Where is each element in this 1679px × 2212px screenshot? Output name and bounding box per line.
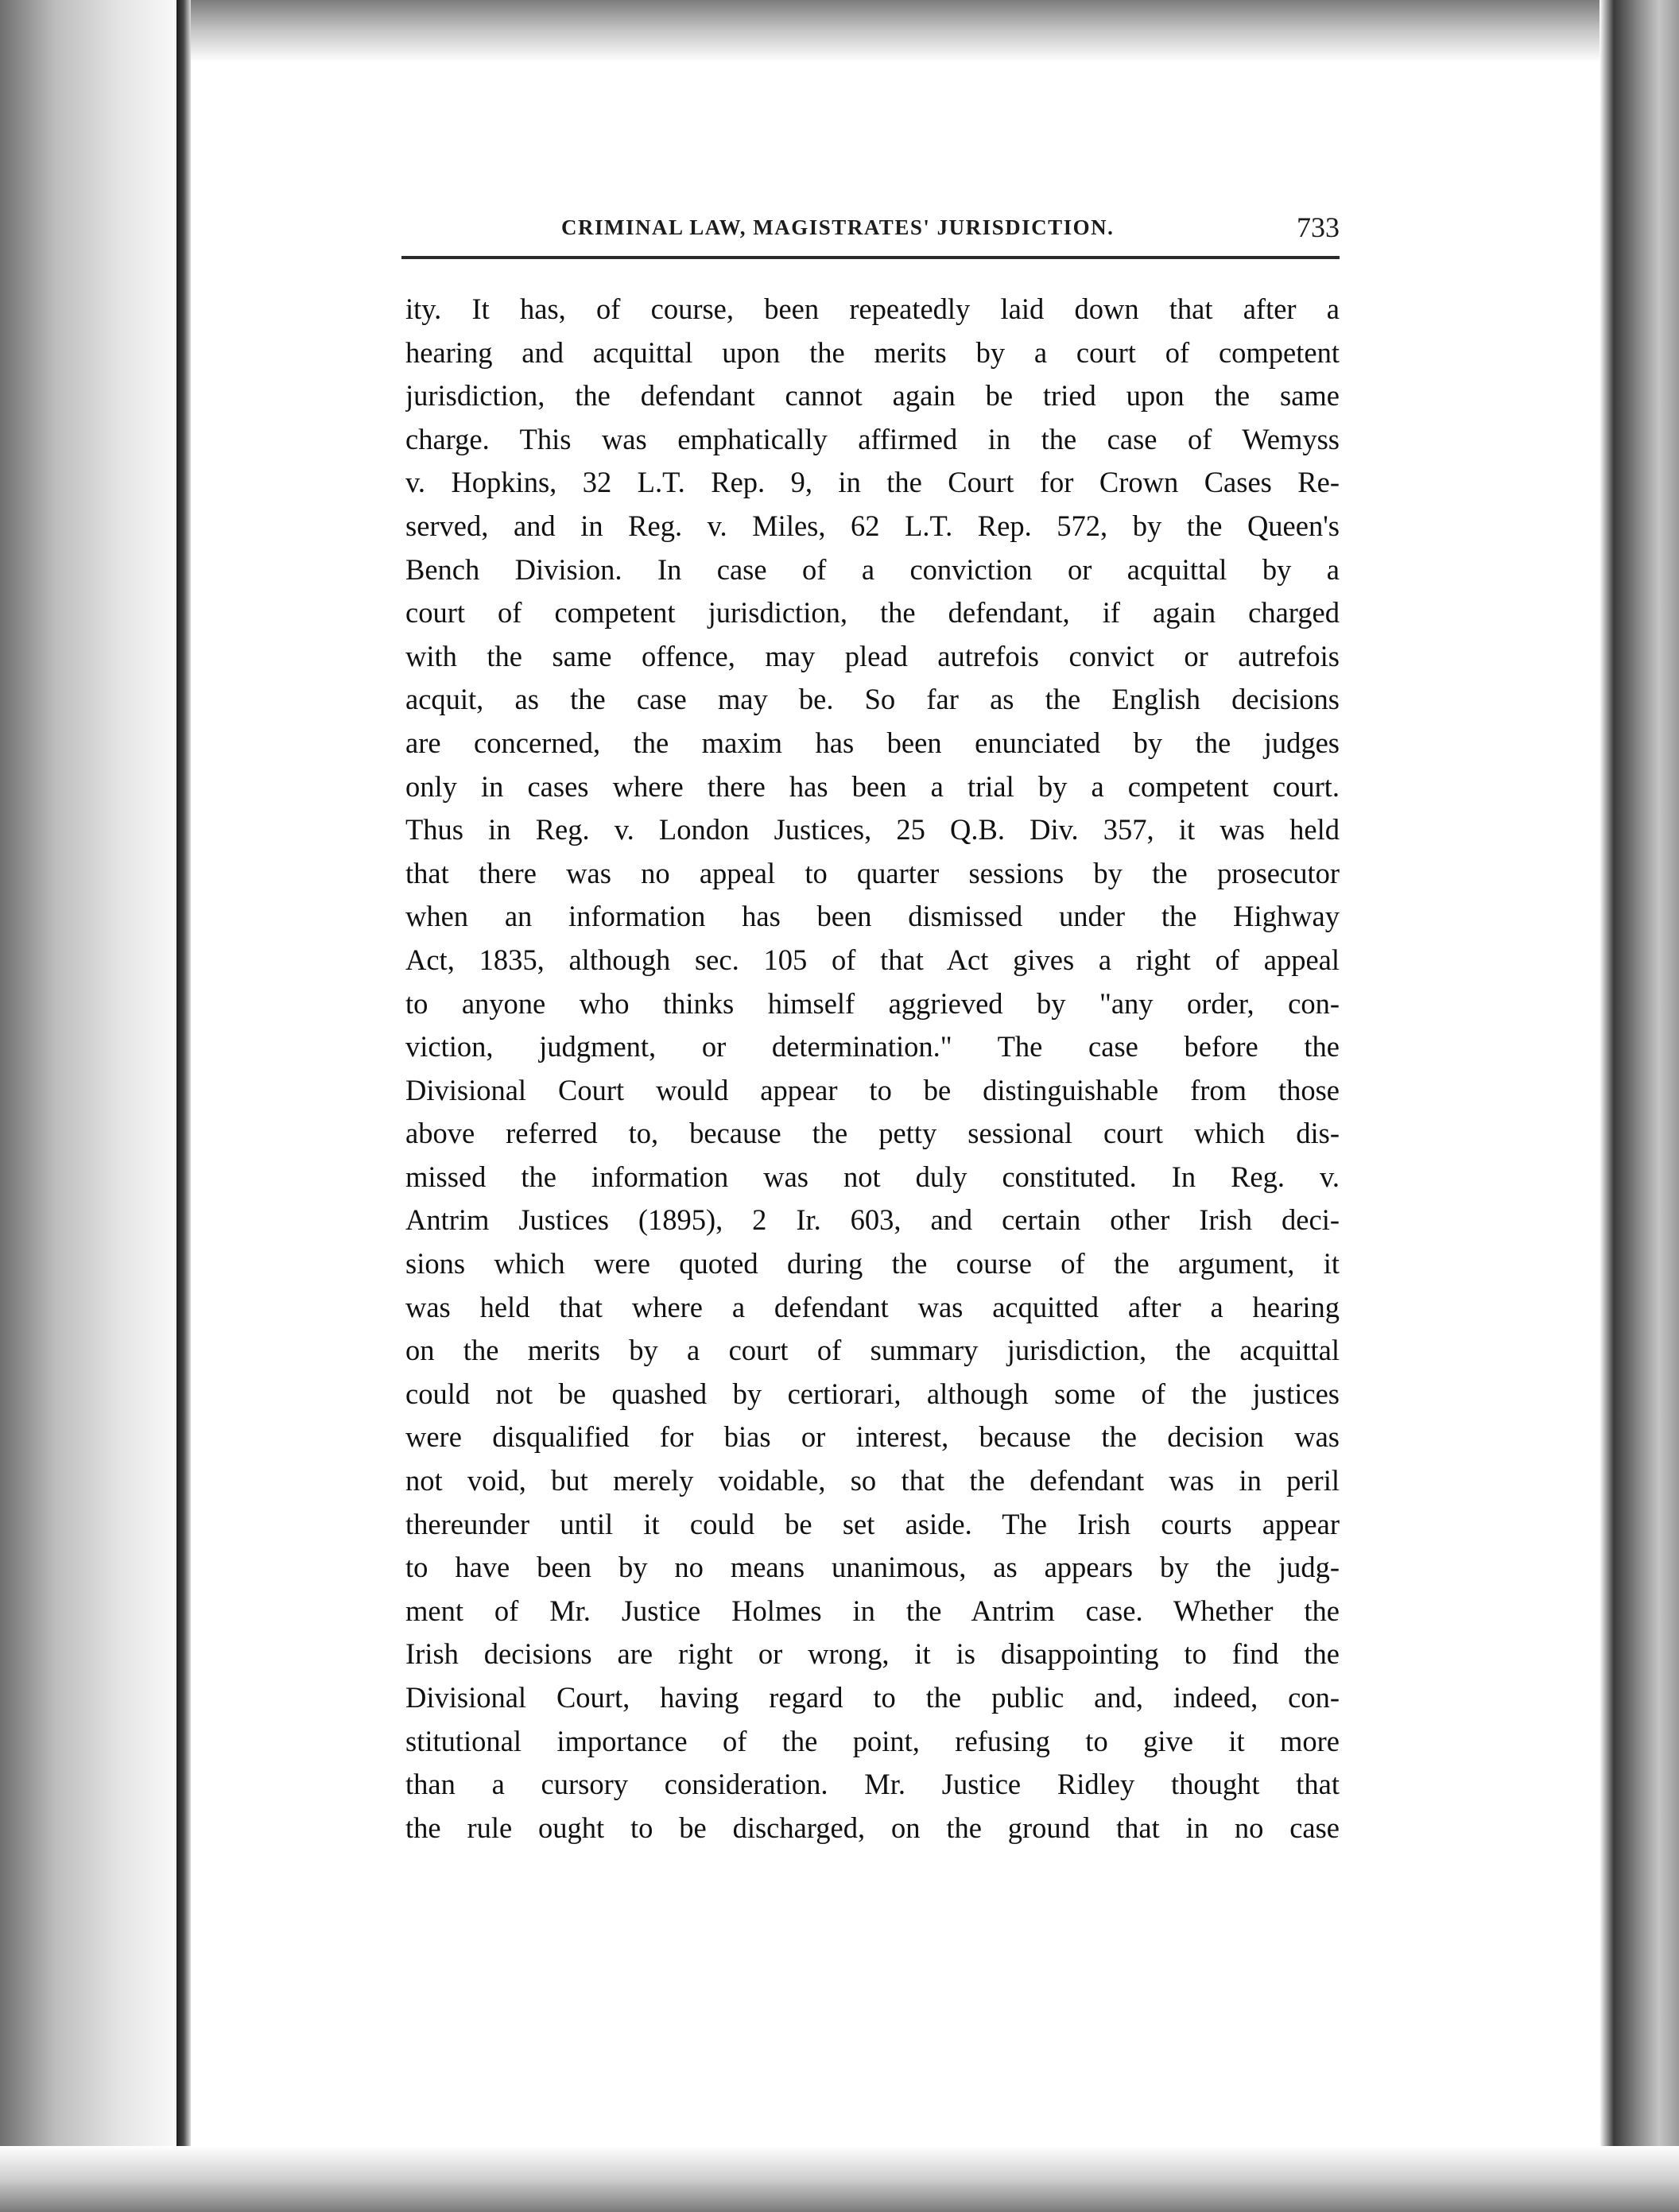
- text-line: jurisdiction, the defendant cannot again be tried upon the same: [405, 379, 1340, 413]
- text-line: Thus in Reg. v. London Justices, 25 Q.B. Div. 357, it was held: [405, 813, 1340, 846]
- text-line: was held that where a defendant was acquitted after a hearing: [405, 1290, 1340, 1323]
- text-line: with the same offence, may plead autrefois convict or autrefois: [405, 639, 1340, 672]
- text-line: when an information has been dismissed under the Highway: [405, 900, 1340, 933]
- running-title: CRIMINAL LAW, MAGISTRATES' JURISDICTION.: [561, 215, 1115, 239]
- text-line: only in cases where there has been a trial by a competent court.: [405, 769, 1340, 803]
- text-line: Divisional Court would appear to be distinguishable from those: [405, 1073, 1340, 1106]
- body-text: [405, 288, 1340, 1850]
- text-line: charge. This was emphatically affirmed in the case of Wemyss: [405, 422, 1340, 455]
- text-line: are concerned, the maxim has been enunciated by the judges: [405, 726, 1340, 759]
- text-line: to have been by no means unanimous, as appears by the judg-: [405, 1551, 1340, 1584]
- text-line: acquit, as the case may be. So far as the English decisions: [405, 683, 1340, 716]
- scan-border-bottom: [0, 2146, 1679, 2212]
- text-line: stitutional importance of the point, refusing to give it more: [405, 1724, 1340, 1757]
- text-line: viction, judgment, or determination." The case before the: [405, 1030, 1340, 1063]
- running-head: [397, 205, 1340, 250]
- text-line: not void, but merely voidable, so that the defendant was in peril: [405, 1464, 1340, 1497]
- text-line: Divisional Court, having regard to the public and, indeed, con-: [405, 1681, 1340, 1714]
- text-line: missed the information was not duly constituted. In Reg. v.: [405, 1160, 1340, 1193]
- text-line: above referred to, because the petty sessional court which dis-: [405, 1117, 1340, 1150]
- text-line: Act, 1835, although sec. 105 of that Act gives a right of appeal: [405, 943, 1340, 976]
- scan-border-top: [0, 0, 1679, 62]
- text-line: that there was no appeal to quarter sessions by the prosecutor: [405, 856, 1340, 889]
- text-line: were disqualified for bias or interest, because the decision was: [405, 1420, 1340, 1454]
- text-line: hearing and acquittal upon the merits by a court of competent: [405, 335, 1340, 369]
- text-line: the rule ought to be discharged, on the ground that in no case: [405, 1811, 1340, 1844]
- text-line: served, and in Reg. v. Miles, 62 L.T. Rep. 572, by the Queen's: [405, 509, 1340, 542]
- text-line: Antrim Justices (1895), 2 Ir. 603, and certain other Irish deci-: [405, 1203, 1340, 1237]
- scan-border-left: [0, 0, 183, 2212]
- text-line: on the merits by a court of summary jurisdiction, the acquittal: [405, 1334, 1340, 1367]
- text-line: ment of Mr. Justice Holmes in the Antrim case. Whether the: [405, 1594, 1340, 1627]
- text-line: Bench Division. In case of a conviction or acquittal by a: [405, 552, 1340, 586]
- page-gutter-shadow: [176, 0, 191, 2212]
- text-line: court of competent jurisdiction, the defendant, if again charged: [405, 596, 1340, 630]
- scan-border-right: [1600, 0, 1679, 2212]
- text-line: sions which were quoted during the course of the argument, it: [405, 1247, 1340, 1280]
- text-line: than a cursory consideration. Mr. Justice Ridley thought that: [405, 1768, 1340, 1801]
- text-line: to anyone who thinks himself aggrieved by "any order, con-: [405, 986, 1340, 1020]
- text-line: v. Hopkins, 32 L.T. Rep. 9, in the Court for Crown Cases Re-: [405, 466, 1340, 499]
- text-line: ity. It has, of course, been repeatedly laid down that after a: [405, 292, 1340, 325]
- header-rule: [401, 256, 1340, 259]
- text-line: could not be quashed by certiorari, although some of the justices: [405, 1377, 1340, 1410]
- page-number: 733: [1297, 211, 1340, 243]
- text-line: thereunder until it could be set aside. The Irish courts appear: [405, 1507, 1340, 1540]
- text-line: Irish decisions are right or wrong, it is disappointing to find the: [405, 1637, 1340, 1671]
